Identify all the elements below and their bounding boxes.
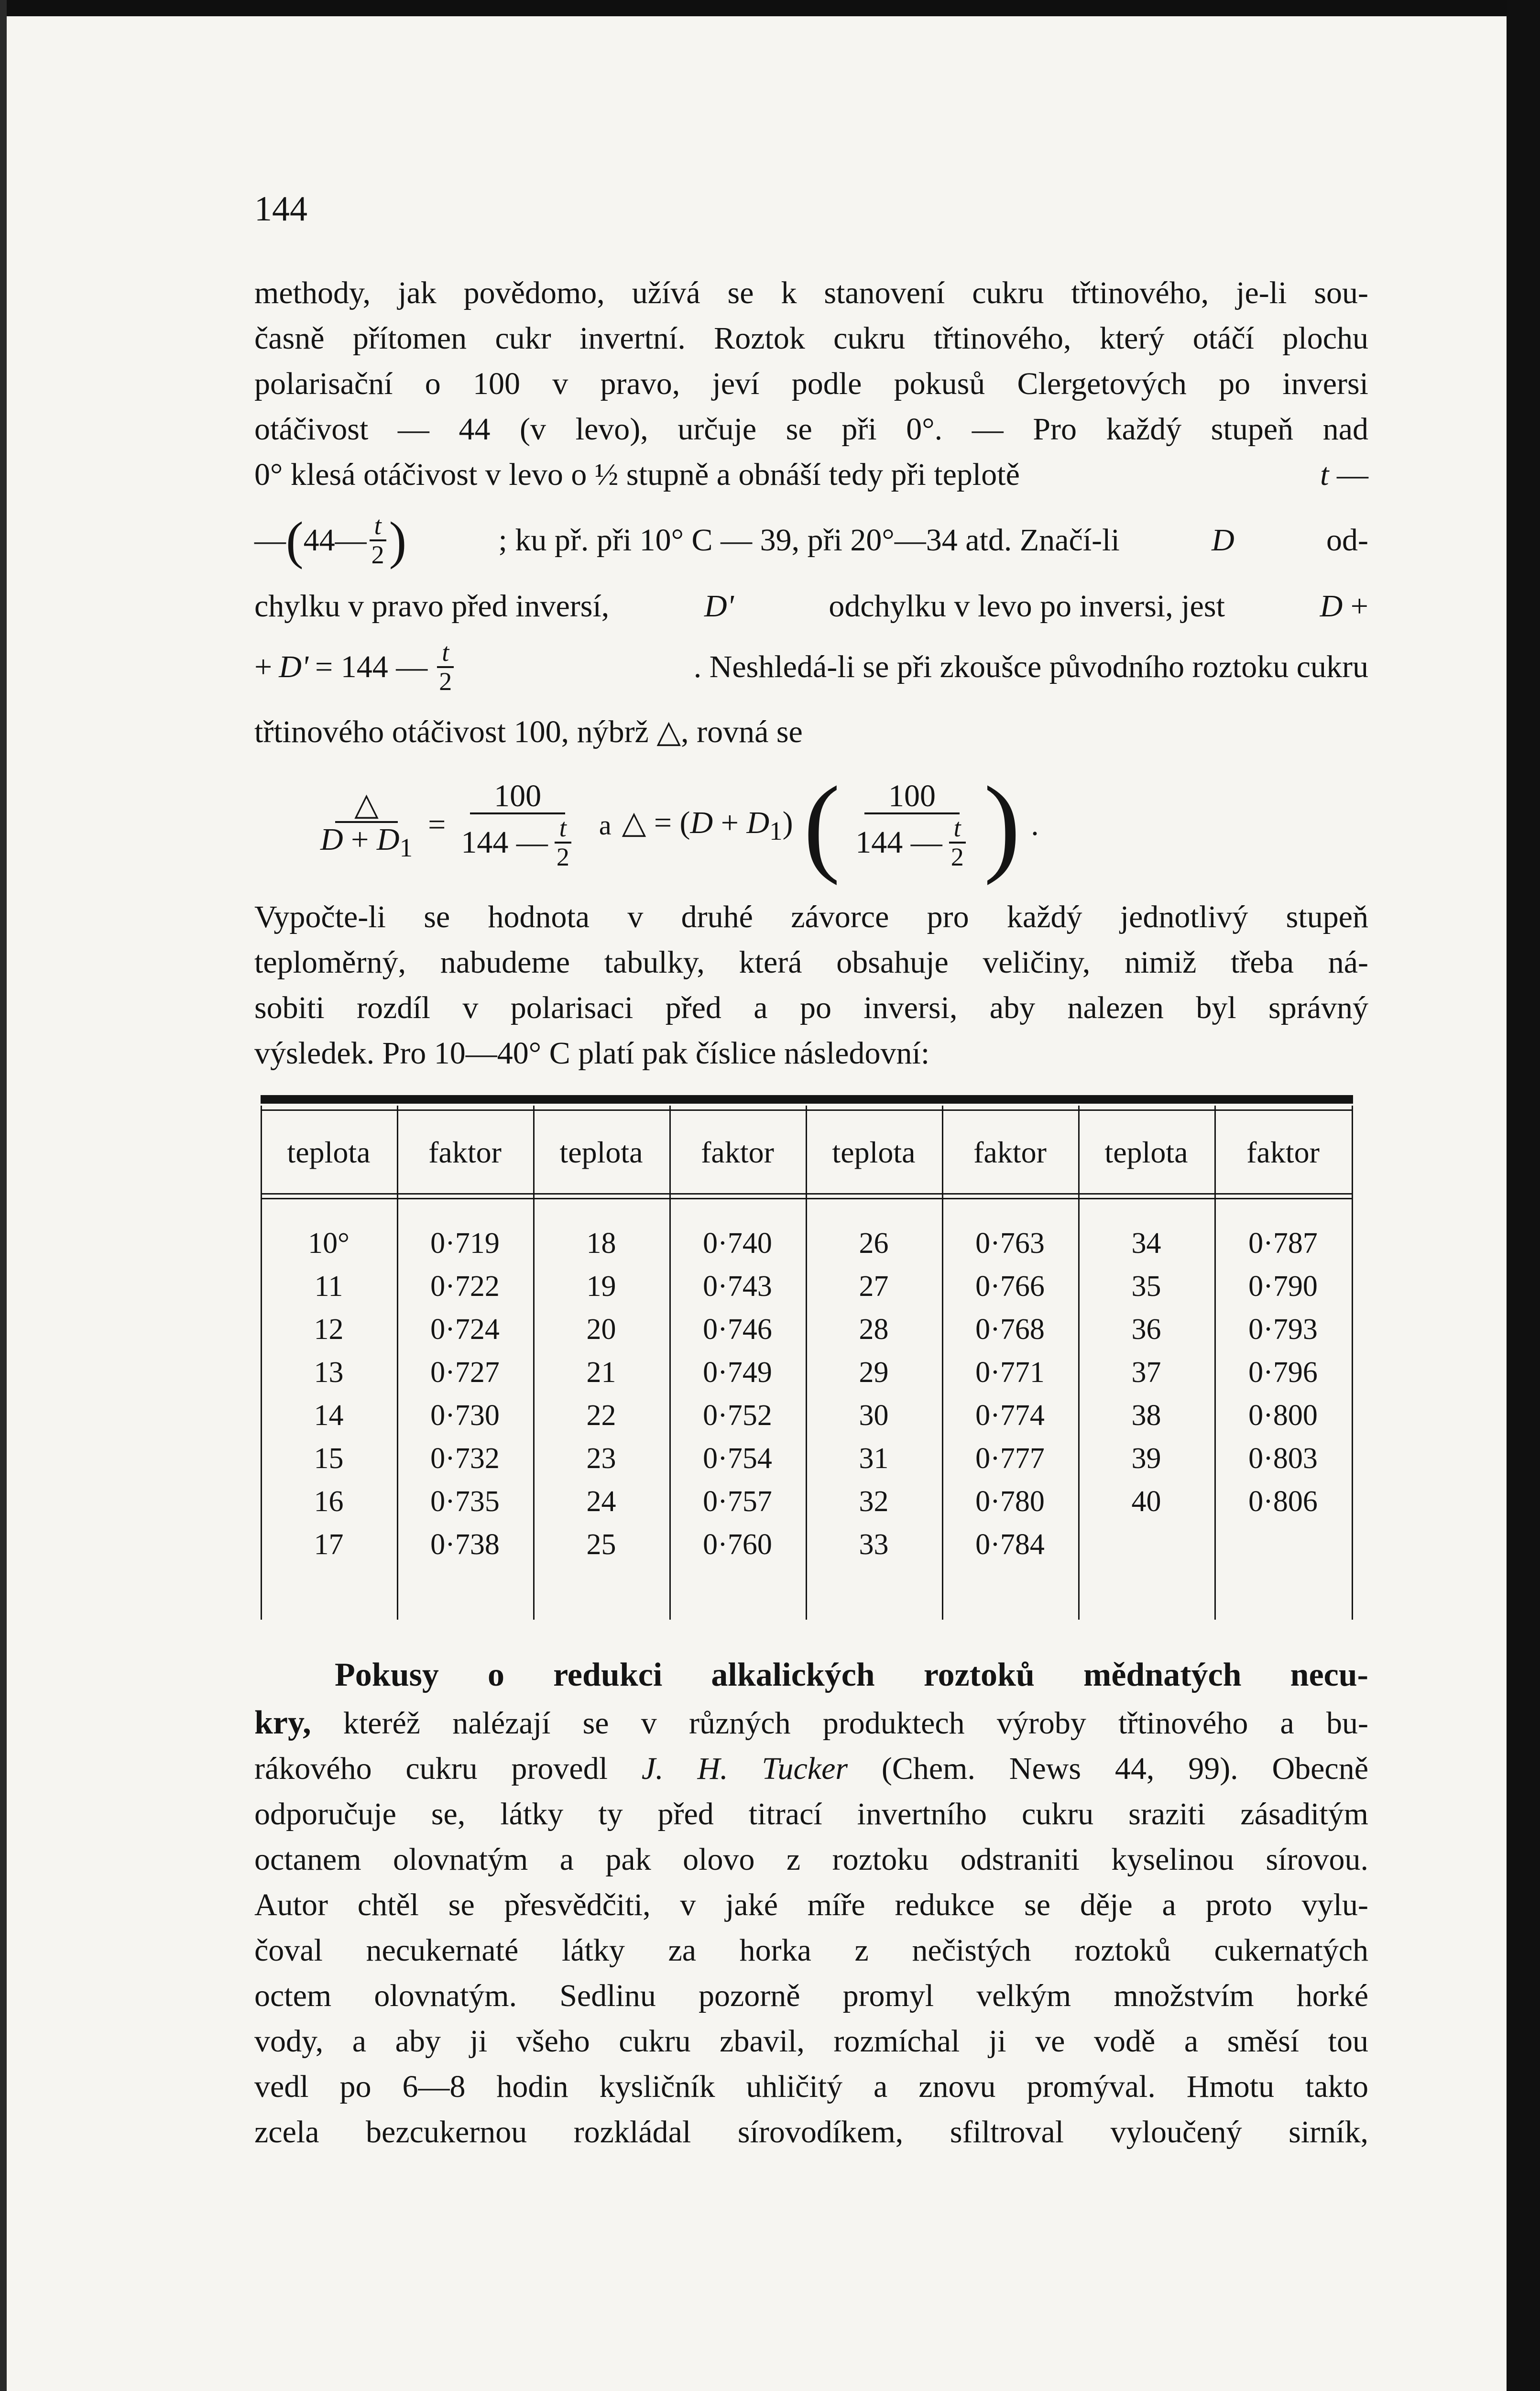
table-cell: 0·763 — [975, 1227, 1045, 1260]
table-cell: 0·787 — [1248, 1227, 1318, 1260]
fraction-delta-over-sum — [316, 788, 417, 862]
table-cell: 26 — [859, 1227, 889, 1260]
text-line: teploměrný, nabudeme tabulky, která obsahuje veličiny, nimiž třeba ná- — [254, 945, 1368, 980]
table-border-right — [1352, 1106, 1353, 1620]
close-paren: ) — [389, 511, 407, 570]
dash: — — [254, 523, 286, 558]
delta-eq-text: △ = ( — [622, 805, 690, 840]
variable-D1: D — [746, 805, 770, 840]
text-line: odporučuje se, látky ty před titrací invertního cukru sraziti zásaditým — [254, 1797, 1368, 1832]
table-cell: 0·774 — [975, 1399, 1045, 1432]
table-header-cell: teplota — [287, 1135, 371, 1169]
paragraph-1 — [254, 270, 1368, 452]
text-line: octem olovnatým. Sedlinu pozorně promyl velkým množstvím horké — [254, 1978, 1368, 2013]
text-segment: 0° klesá otáčivost v levo o ½ stupně a obnáší tedy při teplotě — [254, 457, 1020, 492]
table-cell: 20 — [586, 1313, 616, 1346]
table-cell: 0·727 — [430, 1356, 500, 1389]
table-cell: 36 — [1131, 1313, 1161, 1346]
table-cell: 23 — [586, 1442, 616, 1475]
conjunction-a: a — [599, 809, 612, 841]
period: . — [1031, 807, 1039, 842]
frac-num: t — [559, 813, 567, 842]
text-segment: . Neshledá-li se při zkoušce původního roztoku cukru — [693, 649, 1368, 684]
table-cell: 0·768 — [975, 1313, 1045, 1346]
table-cell: 27 — [859, 1270, 889, 1303]
text-line-7 — [254, 583, 1368, 629]
frac-den: 2 — [950, 842, 964, 871]
section-heading: Pokusy o redukci alkalických roztoků mědnatých necu- — [335, 1656, 1368, 1693]
text-segment: ; ku př. při 10° C — 39, při 20°—34 atd. Značí-li — [498, 523, 1120, 558]
table-cell: 11 — [314, 1270, 343, 1303]
table-cell: 0·722 — [430, 1270, 500, 1303]
variable-D-prime: D' — [704, 589, 734, 624]
variable-D: D — [320, 822, 343, 857]
section-heading-end: kry, — [254, 1704, 311, 1741]
variable-D-prime: D' — [279, 649, 309, 684]
citation: (Chem. News 44, 99). Obecně — [881, 1751, 1369, 1786]
text-line: čoval necukernaté látky za horka z nečistých roztoků cukernatých — [254, 1933, 1368, 1968]
table-header-cell: faktor — [1246, 1135, 1320, 1169]
table-rule-top — [261, 1095, 1353, 1104]
text-segment: chylku v pravo před inversí, — [254, 589, 610, 624]
table-cell: 0·746 — [703, 1313, 772, 1346]
text-line: zcela bezcukernou rozkládal sírovodíkem, sfiltroval vyloučený sirník, — [254, 2115, 1368, 2150]
table-cell: 33 — [859, 1528, 889, 1561]
table-cell: 0·719 — [430, 1227, 500, 1260]
text-line-9 — [254, 709, 1368, 755]
table-cell: 17 — [314, 1528, 344, 1561]
table-cell: 0·771 — [975, 1356, 1045, 1389]
text-segment: odchylku v levo po inversi, jest — [829, 589, 1225, 624]
table-cell: 13 — [314, 1356, 344, 1389]
text-line: methody, jak povědomo, užívá se k stanovení cukru třtinového, je-li sou- — [254, 275, 1368, 310]
table-cell: 32 — [859, 1485, 889, 1518]
open-paren: ( — [286, 511, 304, 570]
table-header-cell: faktor — [701, 1135, 774, 1169]
dash: — — [1337, 457, 1368, 492]
table-cell: 0·724 — [430, 1313, 500, 1346]
table-cell: 0·760 — [703, 1528, 772, 1561]
text-line: sobiti rozdíl v polarisaci před a po inversi, aby nalezen byl správný — [254, 990, 1368, 1025]
table-cell: 0·790 — [1248, 1270, 1318, 1303]
frac-den — [316, 823, 417, 862]
big-close-paren: ) — [983, 764, 1021, 886]
text-144-minus: 144 — — [461, 824, 548, 860]
plus: + — [351, 822, 369, 857]
table-cell: 0·784 — [975, 1528, 1045, 1561]
table-cell: 0·743 — [703, 1270, 772, 1303]
table-cell: 35 — [1131, 1270, 1161, 1303]
author-name: J. H. Tucker — [641, 1751, 848, 1786]
table-header-cell: faktor — [428, 1135, 502, 1169]
variable-t: t — [1320, 457, 1329, 492]
table-column-faktor — [942, 1222, 1078, 1566]
equals-text: = 144 — — [315, 649, 428, 684]
table-cell: 34 — [1131, 1227, 1161, 1260]
table-column-faktor — [669, 1222, 806, 1566]
text-line: výsledek. Pro 10—40° C platí pak číslice následovní: — [254, 1036, 930, 1071]
table-cell: 10° — [308, 1227, 350, 1260]
table-cell: 0·749 — [703, 1356, 772, 1389]
table-header-cell: teplota — [1104, 1135, 1188, 1169]
table-cell: 16 — [314, 1485, 344, 1518]
fraction-t-over-2 — [552, 814, 574, 870]
text-line: Autor chtěl se přesvědčiti, v jaké míře redukce se děje a proto vylu- — [254, 1887, 1368, 1922]
text-44: 44— — [303, 523, 367, 558]
table-cell: 21 — [586, 1356, 616, 1389]
paragraph-2 — [254, 894, 1368, 1076]
plus: + — [254, 649, 273, 684]
table-cell: 18 — [586, 1227, 616, 1260]
table-cell: 0·757 — [703, 1485, 772, 1518]
frac-num: t — [442, 638, 449, 667]
paragraph-3 — [254, 1700, 1368, 2155]
factor-table — [261, 1095, 1353, 1621]
scan-border-right — [1507, 0, 1540, 2391]
frac-den: 2 — [439, 667, 452, 696]
table-cell: 0·752 — [703, 1399, 772, 1432]
table-column-teplota — [261, 1222, 397, 1566]
table-header-cell: teplota — [832, 1135, 916, 1169]
text-line-8 — [254, 631, 1368, 703]
expression-sum — [254, 639, 457, 695]
text-segment — [1320, 452, 1368, 497]
table-cell: 0·806 — [1248, 1485, 1318, 1518]
frac-den — [456, 814, 579, 870]
fraction-100-over — [456, 779, 579, 871]
variable-D1: D — [376, 822, 400, 857]
page-number: 144 — [254, 189, 307, 229]
table-cell: 0·732 — [430, 1442, 500, 1475]
frac-num: 100 — [470, 779, 565, 814]
text-segment: od- — [1326, 523, 1368, 558]
variable-D: D — [1320, 589, 1343, 624]
table-column-teplota — [1078, 1222, 1214, 1523]
frac-den — [851, 814, 973, 870]
subscript: 1 — [399, 833, 413, 863]
frac-num: △ — [335, 788, 398, 823]
close-paren: ) — [782, 805, 793, 840]
big-open-paren: ( — [803, 764, 841, 886]
frac-num: 100 — [864, 779, 960, 814]
fraction-t-over-2 — [434, 639, 457, 695]
text-line: časně přítomen cukr invertní. Roztok cukru třtinového, který otáčí plochu — [254, 321, 1368, 356]
table-cell: 0·803 — [1248, 1442, 1318, 1475]
table-header-cell: faktor — [973, 1135, 1047, 1169]
table-column-teplota — [806, 1222, 942, 1566]
table-cell: 15 — [314, 1442, 344, 1475]
text-segment — [1320, 583, 1368, 629]
table-cell: 0·780 — [975, 1485, 1045, 1518]
table-cell: 0·735 — [430, 1485, 500, 1518]
table-cell: 28 — [859, 1313, 889, 1346]
delta-equals — [622, 804, 793, 846]
variable-D: D — [690, 805, 713, 840]
text-line: otáčivost — 44 (v levo), určuje se při 0°. — Pro každý stupeň nad — [254, 412, 1368, 447]
frac-den: 2 — [556, 842, 569, 871]
table-column-faktor — [397, 1222, 533, 1566]
scan-border-left — [0, 0, 7, 2391]
subscript: 1 — [769, 816, 783, 846]
text-line: Vypočte-li se hodnota v druhé závorce pro každý jednotlivý stupeň — [254, 899, 1368, 934]
variable-D: D — [1212, 523, 1234, 558]
table-header-cell: teplota — [559, 1135, 643, 1169]
text-line: vody, a aby ji všeho cukru zbavil, rozmíchal ji ve vodě a směsí tou — [254, 2024, 1368, 2059]
equals-sign: = — [428, 807, 446, 842]
table-cell: 37 — [1131, 1356, 1161, 1389]
text-segment: rákového cukru provedl — [254, 1751, 608, 1786]
table-column-teplota — [533, 1222, 669, 1566]
fraction-t-over-2 — [946, 814, 969, 870]
table-cell: 0·796 — [1248, 1356, 1318, 1389]
text-144-minus: 144 — — [855, 824, 942, 860]
table-cell: 0·738 — [430, 1528, 500, 1561]
table-cell: 0·740 — [703, 1227, 772, 1260]
text-line: polarisační o 100 v pravo, jeví podle pokusů Clergetových po inversi — [254, 366, 1368, 401]
scan-border-top — [0, 0, 1540, 16]
table-cell: 39 — [1131, 1442, 1161, 1475]
table-cell: 12 — [314, 1313, 344, 1346]
text-line — [254, 1746, 1368, 1791]
table-cell: 0·730 — [430, 1399, 500, 1432]
expression-44-minus-t-half — [254, 512, 406, 568]
text-line-5 — [254, 452, 1368, 497]
fraction-100-over-rhs — [851, 779, 973, 871]
table-cell: 0·754 — [703, 1442, 772, 1475]
table-cell: 40 — [1131, 1485, 1161, 1518]
table-cell: 29 — [859, 1356, 889, 1389]
plus: + — [1350, 589, 1368, 624]
table-cell: 25 — [586, 1528, 616, 1561]
table-column-faktor — [1214, 1222, 1352, 1523]
frac-den: 2 — [371, 540, 384, 569]
table-cell: 0·766 — [975, 1270, 1045, 1303]
table-cell: 22 — [586, 1399, 616, 1432]
table-cell: 30 — [859, 1399, 889, 1432]
table-cell: 24 — [586, 1485, 616, 1518]
frac-num: t — [953, 813, 961, 842]
text-line: vedl po 6—8 hodin kysličník uhličitý a znovu promýval. Hmotu takto — [254, 2069, 1368, 2104]
table-cell: 14 — [314, 1399, 344, 1432]
frac-num: t — [374, 511, 382, 540]
section-heading-line — [335, 1652, 1368, 1698]
text-segment: třtinového otáčivost 100, nýbrž △, rovná se — [254, 714, 803, 749]
table-cell: 31 — [859, 1442, 889, 1475]
table-cell: 0·777 — [975, 1442, 1045, 1475]
table-cell: 0·800 — [1248, 1399, 1318, 1432]
plus: + — [721, 805, 739, 840]
table-cell: 0·793 — [1248, 1313, 1318, 1346]
table-cell: 38 — [1131, 1399, 1161, 1432]
display-formula — [316, 758, 1320, 892]
text-line-6 — [254, 505, 1368, 576]
fraction-t-over-2 — [367, 512, 389, 568]
text-line: octanem olovnatým a pak olovo z roztoku odstraniti kyselinou sírovou. — [254, 1842, 1368, 1877]
table-cell: 19 — [586, 1270, 616, 1303]
text-line — [254, 1700, 1368, 1746]
text-segment: kteréž nalézají se v různých produktech výroby třtinového a bu- — [343, 1706, 1368, 1741]
